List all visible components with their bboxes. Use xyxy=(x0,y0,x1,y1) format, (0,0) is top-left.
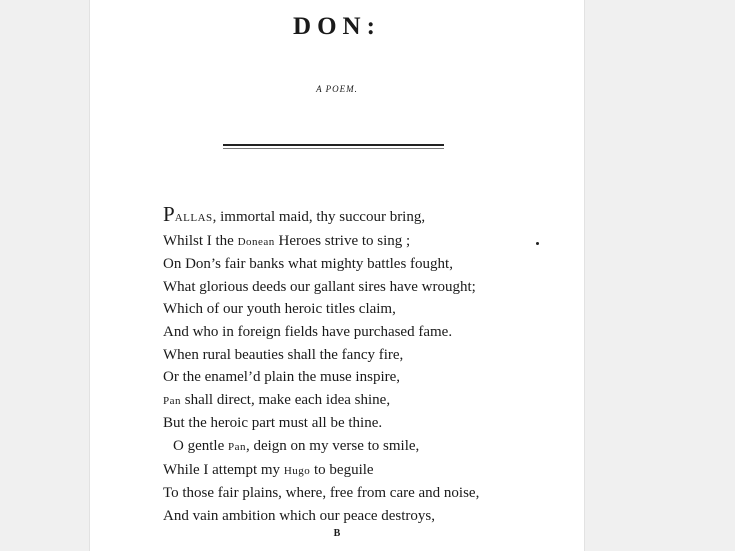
verse-line: On Don’s fair banks what mighty battles fought, xyxy=(163,256,453,273)
verse-line xyxy=(163,202,543,230)
verse-text: shall direct, make each idea shine, xyxy=(181,391,391,408)
verse-line xyxy=(163,435,543,459)
verse-text: Whilst I the xyxy=(163,232,238,249)
poem-title: DON: xyxy=(293,13,381,40)
verse-text: to beguile xyxy=(310,461,374,478)
verse-text: Heroes strive to sing ; xyxy=(274,232,411,249)
verse-line: And vain ambition which our peace destroys, xyxy=(163,507,436,524)
poem-subtitle: A POEM. xyxy=(316,84,358,94)
title-rule-thin xyxy=(223,148,444,149)
verse-line: But the heroic part must all be thine. xyxy=(163,415,383,432)
poem-verse xyxy=(163,202,543,527)
verse-line: What glorious deeds our gallant sires have wrought; xyxy=(163,278,476,295)
verse-text: O gentle xyxy=(173,437,228,454)
title-rule xyxy=(223,144,444,146)
verse-text: , immortal maid, thy succour bring, xyxy=(212,209,426,225)
small-caps-name: Hugo xyxy=(283,464,311,477)
verse-line: And who in foreign fields have purchased fame. xyxy=(163,323,453,340)
verse-text: While I attempt my xyxy=(163,461,284,478)
small-caps-name: Pan xyxy=(227,440,246,453)
book-page xyxy=(89,0,585,551)
signature-mark: B xyxy=(333,528,341,539)
small-caps-name: Donean xyxy=(237,235,275,248)
verse-line xyxy=(163,230,543,254)
verse-text: , deign on my verse to smile, xyxy=(245,437,420,454)
verse-line xyxy=(163,389,543,413)
verse-line: To those fair plains, where, free from care and noise, xyxy=(163,485,480,502)
small-caps-name: ALLAS xyxy=(174,212,213,224)
verse-line xyxy=(163,459,543,483)
verse-line: Or the enamel’d plain the muse inspire, xyxy=(163,369,401,386)
drop-capital: P xyxy=(163,202,175,226)
small-caps-name: Pan xyxy=(163,394,181,407)
verse-line: When rural beauties shall the fancy fire, xyxy=(163,346,404,363)
verse-line: Which of our youth heroic titles claim, xyxy=(163,301,396,318)
